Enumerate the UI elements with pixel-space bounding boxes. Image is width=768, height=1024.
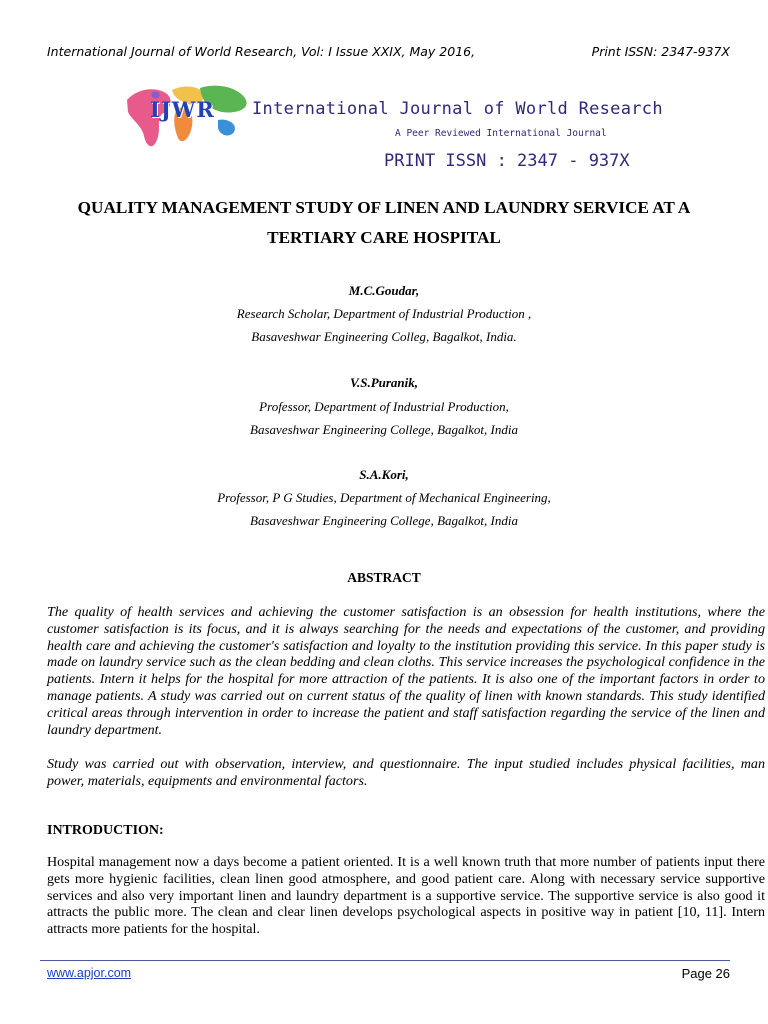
paper-title [40,193,728,253]
title-line-2: TERTIARY CARE HOSPITAL [267,228,501,247]
introduction-heading: INTRODUCTION: [47,823,164,838]
website-link[interactable]: www.apjor.com [47,966,132,980]
author-affiliation: Professor, P G Studies, Department of Mechanical Engineering, [217,490,551,505]
introduction-paragraph: Hospital management now a days become a patient oriented. It is a well known truth that more number of patients input there gets more hygienic facilities, clean linen good atmosphere, and good patient care. Along with necessary service supportive services and also very important linen and laundry department is a supportive service. The supportive service is also good it attracts the public more. The clean and clear linen develops psychological aspects in positive way in patient [10, 11]. Intern attracts more patients for the hospital. [47,854,765,938]
abstract-heading: ABSTRACT [347,570,421,585]
abstract-paragraph: The quality of health services and achieving the customer satisfaction is an obsession for health institutions, where the customer satisfaction is its focus, and it is always searching for the needs and expectations of the customer, and providing health care and achieving the customer's satisfaction and loyalty to the institution providing this service. In this paper study is made on laundry service such as the clean bedding and clean cloths. This service increases the psychological confidence in the patients. Intern it helps for the hospital for more attraction of the patients. It is also one of the important factors in order to manage patients. A study was carried out on current status of the quality of linen with known standards. This study identified critical areas through intervention in order to increase the patient and staff satisfaction regarding the service of the linen and laundry department. [47,604,765,738]
running-header-citation: International Journal of World Research, Vol: I Issue XXIX, May 2016, [47,44,476,59]
author-affiliation: Basaveshwar Engineering College, Bagalkot, India [250,513,518,528]
author-affiliation: Basaveshwar Engineering College, Bagalkot, India [250,422,518,437]
page-number: Page 26 [681,966,730,981]
author-affiliation: Research Scholar, Department of Industrial Production , [236,306,532,321]
author-name: M.C.Goudar, [348,283,420,298]
footer-divider [40,960,730,961]
running-header-issn: Print ISSN: 2347-937X [591,44,730,59]
title-line-1: QUALITY MANAGEMENT STUDY OF LINEN AND LAUNDRY SERVICE AT A [77,198,691,217]
author-name: S.A.Kori, [359,467,409,482]
author-affiliation: Basaveshwar Engineering Colleg, Bagalkot, India. [251,329,517,344]
journal-name: International Journal of World Research [252,99,663,119]
print-issn: PRINT ISSN : 2347 - 937X [384,151,630,171]
author-name: V.S.Puranik, [349,375,419,390]
logo-initials: IJWR [150,97,215,122]
author-affiliation: Professor, Department of Industrial Production, [259,399,509,414]
journal-tagline: A Peer Reviewed International Journal [395,128,607,139]
abstract-paragraph: Study was carried out with observation, interview, and questionnaire. The input studied includes physical facilities, man power, materials, equipments and environmental factors. [47,756,765,789]
